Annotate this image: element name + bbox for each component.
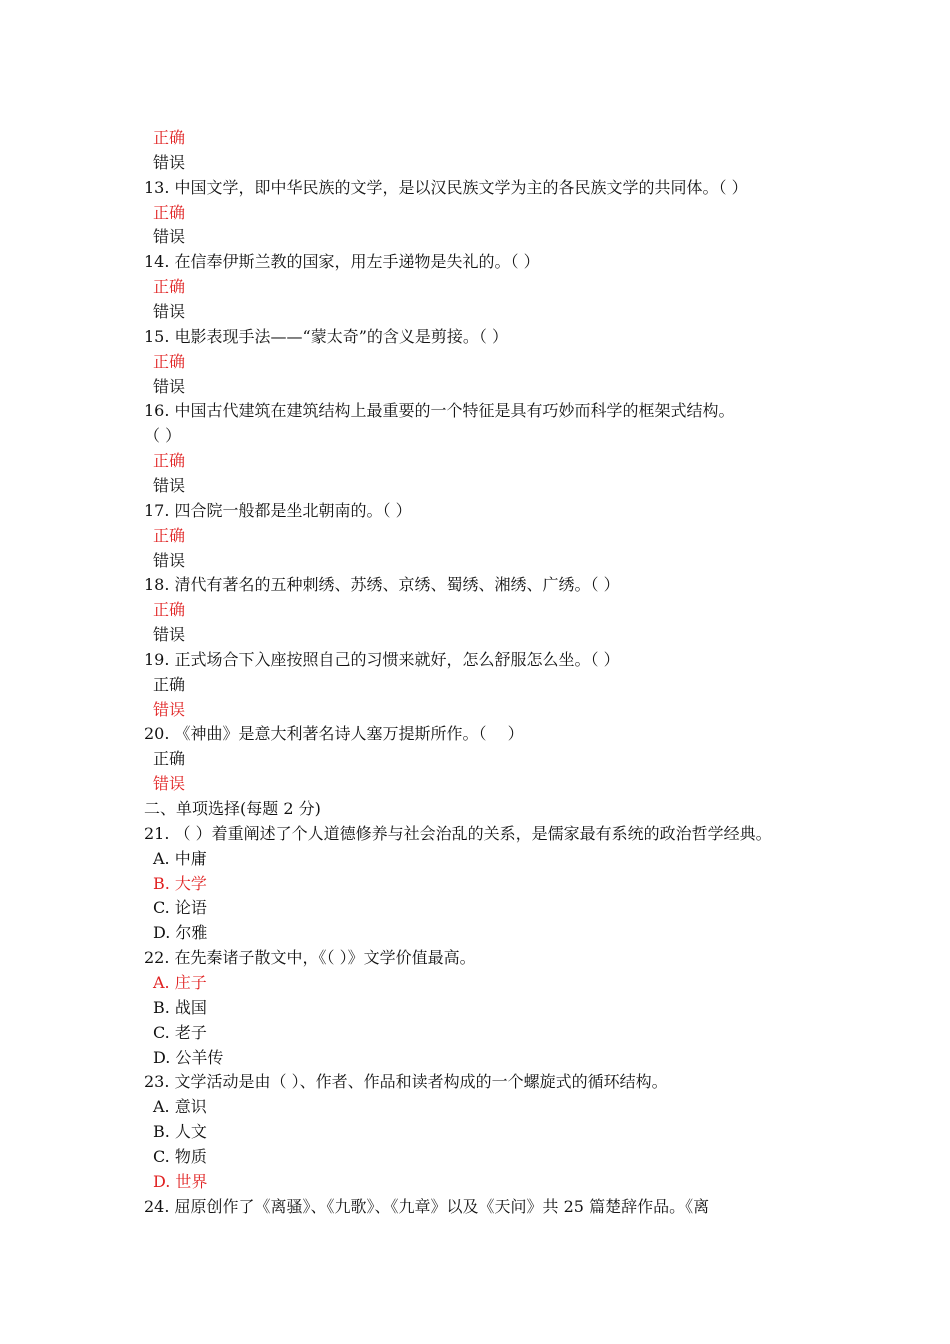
answer-option-correct: 错误 <box>153 774 186 794</box>
answer-option: B. 人文 <box>153 1122 207 1141</box>
question-text: （ ） <box>144 426 182 446</box>
question-text: 20. 《神曲》是意大利著名诗人塞万提斯所作。（ ） <box>144 724 524 744</box>
question-text: 18. 清代有著名的五种刺绣、苏绣、京绣、蜀绣、湘绣、广绣。（ ） <box>144 575 620 595</box>
question-text: 二、单项选择(每题 2 分) <box>144 799 321 818</box>
question-text: 22. 在先秦诸子散文中，《（ ）》文学价值最高。 <box>144 948 476 968</box>
answer-option: 错误 <box>153 227 186 247</box>
answer-option: D. 尔雅 <box>153 923 208 943</box>
answer-option-correct: 正确 <box>153 600 186 620</box>
question-text: 13. 中国文学，即中华民族的文学，是以汉民族文学为主的各民族文学的共同体。（ ） <box>144 177 748 197</box>
answer-option: 错误 <box>153 475 186 495</box>
answer-option-correct: B. 大学 <box>153 873 207 893</box>
question-text: 21. （ ）着重阐述了个人道德修养与社会治乱的关系，是儒家最有系统的政治哲学经典。 <box>144 823 772 843</box>
answer-option: A. 意识 <box>153 1097 207 1117</box>
answer-option: A. 中庸 <box>153 848 207 868</box>
question-text: 15. 电影表现手法——“蒙太奇”的含义是剪接。（ ） <box>144 326 508 346</box>
answer-option-correct: 正确 <box>153 277 186 297</box>
question-text: 14. 在信奉伊斯兰教的国家，用左手递物是失礼的。（ ） <box>144 252 540 272</box>
answer-option: 错误 <box>153 376 186 396</box>
answer-option: 正确 <box>153 674 186 694</box>
answer-option-correct: 正确 <box>153 128 186 147</box>
answer-option-correct: 正确 <box>153 451 186 471</box>
question-text: 16. 中国古代建筑在建筑结构上最重要的一个特征是具有巧妙而科学的框架式结构。 <box>144 401 735 421</box>
answer-option: 错误 <box>153 152 186 172</box>
answer-option-correct: A. 庄子 <box>153 972 207 992</box>
answer-option: C. 老子 <box>153 1022 207 1042</box>
question-text: 17. 四合院一般都是坐北朝南的。（ ） <box>144 500 412 520</box>
answer-option-correct: 错误 <box>153 699 186 719</box>
question-text: 23. 文学活动是由（ ）、作者、作品和读者构成的一个螺旋式的循环结构。 <box>144 1072 668 1092</box>
answer-option-correct: 正确 <box>153 525 186 545</box>
answer-option: 错误 <box>153 302 186 321</box>
answer-option-correct: 正确 <box>153 351 186 371</box>
answer-option-correct: D. 世界 <box>153 1171 208 1191</box>
answer-option: B. 战国 <box>153 997 207 1017</box>
answer-option: 正确 <box>153 749 186 769</box>
question-text: 19. 正式场合下入座按照自己的习惯来就好，怎么舒服怎么坐。（ ） <box>144 649 620 669</box>
answer-option: C. 论语 <box>153 898 207 918</box>
question-text: 24. 屈原创作了《离骚》、《九歌》、《九章》以及《天问》共 25 篇楚辞作品。《离 <box>144 1196 710 1216</box>
answer-option-correct: 正确 <box>153 202 186 222</box>
answer-option: D. 公羊传 <box>153 1047 224 1067</box>
answer-option: 错误 <box>153 550 186 570</box>
answer-option: C. 物质 <box>153 1146 207 1166</box>
answer-option: 错误 <box>153 625 186 644</box>
